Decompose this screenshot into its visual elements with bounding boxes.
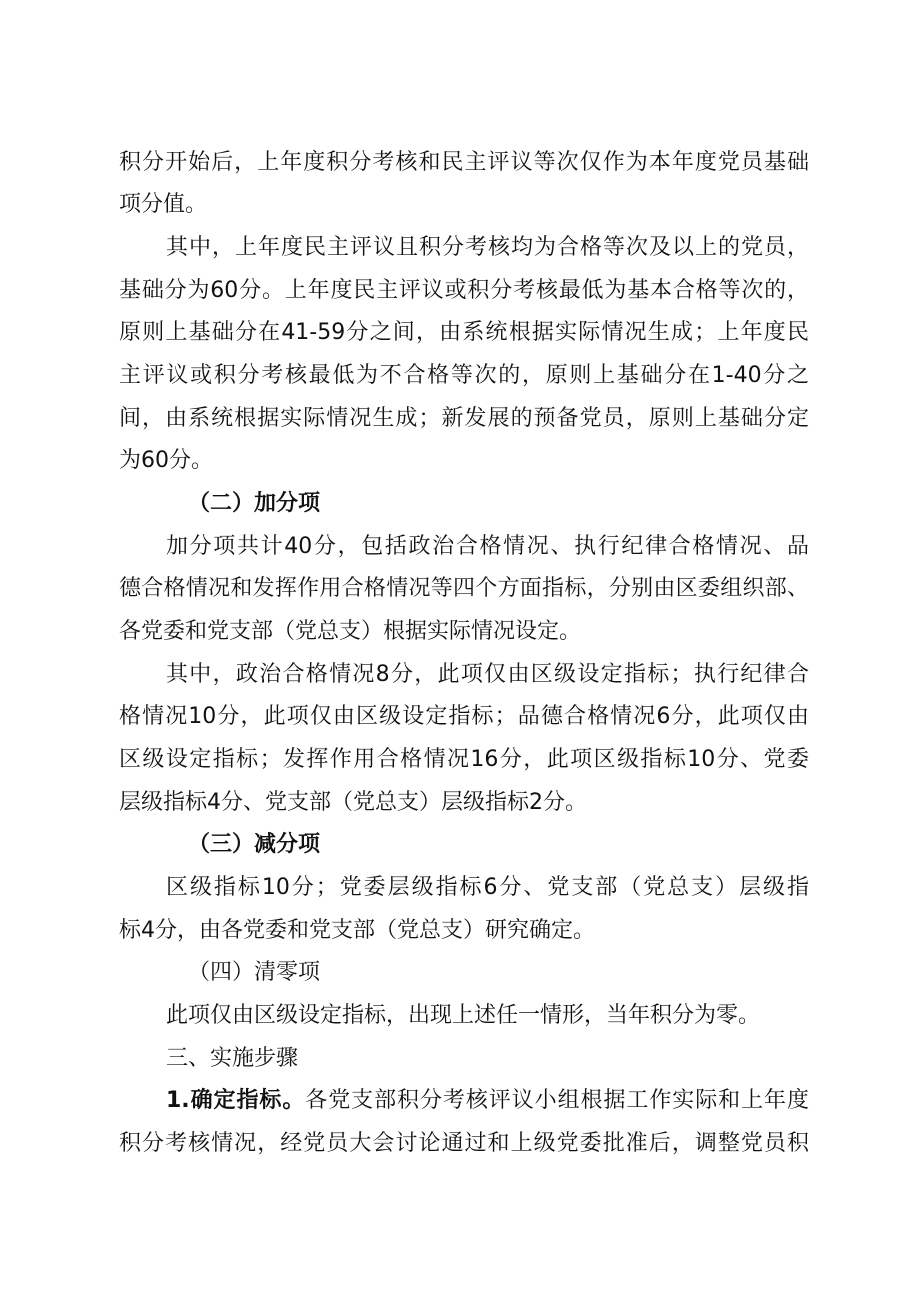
text-line: 为60分。 xyxy=(119,448,213,473)
text-line: 其中，上年度民主评议且积分考核均为合格等次及以上的党员， xyxy=(166,235,809,260)
step-text: 各党支部积分考核评议小组根据工作实际和上年度 xyxy=(305,1088,809,1113)
text-line: 其中，政治合格情况8分，此项仅由区级设定指标；执行纪律合 xyxy=(166,662,809,687)
text-line-with-lead xyxy=(166,1086,809,1116)
section-heading: （四）清零项 xyxy=(188,960,321,985)
text-line: 标4分，由各党委和党支部（党总支）研究确定。 xyxy=(119,918,595,943)
text-line: 原则上基础分在41-59分之间，由系统根据实际情况生成；上年度民 xyxy=(119,320,809,345)
text-line: 加分项共计40分，包括政治合格情况、执行纪律合格情况、品 xyxy=(166,534,809,559)
step-title: 1.确定指标。 xyxy=(166,1088,306,1113)
section-heading: （三）减分项 xyxy=(188,832,321,857)
text-line: 主评议或积分考核最低为不合格等次的，原则上基础分在1-40分之 xyxy=(119,363,809,388)
text-line: 此项仅由区级设定指标，出现上述任一情形，当年积分为零。 xyxy=(166,1003,761,1028)
text-line: 德合格情况和发挥作用合格情况等四个方面指标，分别由区委组织部、 xyxy=(119,576,809,601)
text-line: 积分考核情况，经党员大会讨论通过和上级党委批准后，调整党员积 xyxy=(119,1131,809,1156)
text-line: 积分开始后，上年度积分考核和民主评议等次仅作为本年度党员基础 xyxy=(119,150,809,175)
chapter-heading: 三、实施步骤 xyxy=(166,1046,299,1071)
text-line: 基础分为60分。上年度民主评议或积分考核最低为基本合格等次的， xyxy=(119,278,809,303)
text-line: 项分值。 xyxy=(119,192,208,217)
text-line: 区级指标10分；党委层级指标6分、党支部（党总支）层级指 xyxy=(166,875,809,900)
text-line: 间，由系统根据实际情况生成；新发展的预备党员，原则上基础分定 xyxy=(119,406,809,431)
text-line: 层级指标4分、党支部（党总支）层级指标2分。 xyxy=(119,790,587,815)
section-heading: （二）加分项 xyxy=(188,491,321,516)
text-line: 区级设定指标；发挥作用合格情况16分，此项区级指标10分、党委 xyxy=(119,747,809,772)
text-line: 格情况10分，此项仅由区级设定指标；品德合格情况6分，此项仅由 xyxy=(119,704,809,729)
text-line: 各党委和党支部（党总支）根据实际情况设定。 xyxy=(119,619,582,644)
